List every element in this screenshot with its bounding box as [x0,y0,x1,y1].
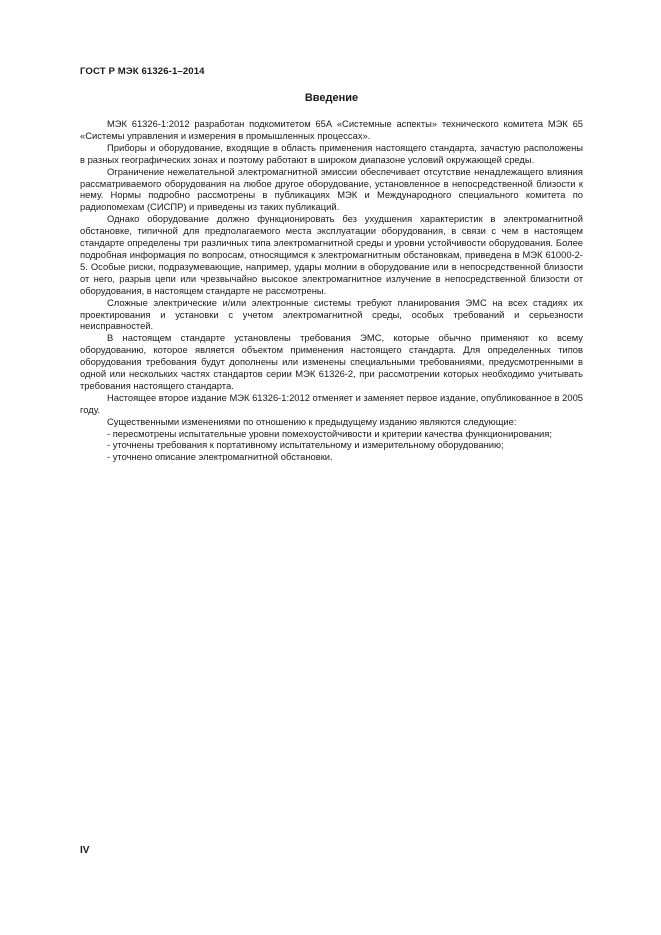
document-body [80,118,583,463]
page-number: IV [80,845,90,856]
paragraph: МЭК 61326-1:2012 разработан подкомитетом 65А «Системные аспекты» технического комитета МЭК 65 «Системы управления и измерения в промышленных процессах». [80,118,583,141]
list-item: - уточнено описание электромагнитной обстановки. [107,451,333,463]
standard-id-header: ГОСТ Р МЭК 61326-1–2014 [80,66,205,77]
paragraph: Сложные электрические и/или электронные системы требуют планирования ЭМС на всех стадиях их проектирования и установки с учетом электромагнитной среды, особых требований и серьезности неисправностей. [80,296,583,332]
paragraph: Существенными изменениями по отношению к предыдущему изданию являются следующие: [107,415,517,427]
list-item: - уточнены требования к портативному испытательному и измерительному оборудованию; [107,439,504,451]
paragraph: Настоящее второе издание МЭК 61326-1:2012 отменяет и заменяет первое издание, опубликованное в 2005 году. [80,391,583,415]
paragraph: Приборы и оборудование, входящие в область применения настоящего стандарта, зачастую расположены в разных географических зонах и поэтому работают в широком диапазоне условий окружающей среды. [80,141,583,165]
paragraph: Ограничение нежелательной электромагнитной эмиссии обеспечивает отсутствие ненадлежащего влияния рассматриваемого оборудования на любое другое оборудование, установленное в непосредственной близости к нему. Нормы подробно рассмотрены в публикациях МЭК и Международного специального комитета по радиопомехам (СИСПР) и приведены из таких публикаций. [80,165,583,213]
paragraph: Однако оборудование должно функционировать без ухудшения характеристик в электромагнитной обстановке, типичной для предполагаемого места эксплуатации оборудования, в связи с чем в настоящем стандарте определены три различных типа электромагнитной среды и уровни устойчивости оборудования. Более подробная информация по вопросам, относящимся к электромагнитным обстановкам, приведена в МЭК 61000-2-5. Особые риски, подразумевающие, например, удары молнии в оборудование или в непосредственной близости от него, разрыв цепи или чрезвычайно высокое электромагнитное излучение в непосредственной близости от оборудования, в настоящем стандарте не рассмотрены. [80,213,583,296]
list-item: - пересмотрены испытательные уровни помехоустойчивости и критерии качества функционирования; [107,427,552,439]
section-title: Введение [304,92,359,104]
paragraph: В настоящем стандарте установлены требования ЭМС, которые обычно применяют ко всему оборудованию, которое является объектом применения настоящего стандарта. Для определенных типов оборудования требования будут дополнены или изменены специальными требованиями, предусмотренными в одной или нескольких частях стандартов серии МЭК 61326-2, при рассмотрении которых необходимо учитывать требования настоящего стандарта. [80,332,583,391]
